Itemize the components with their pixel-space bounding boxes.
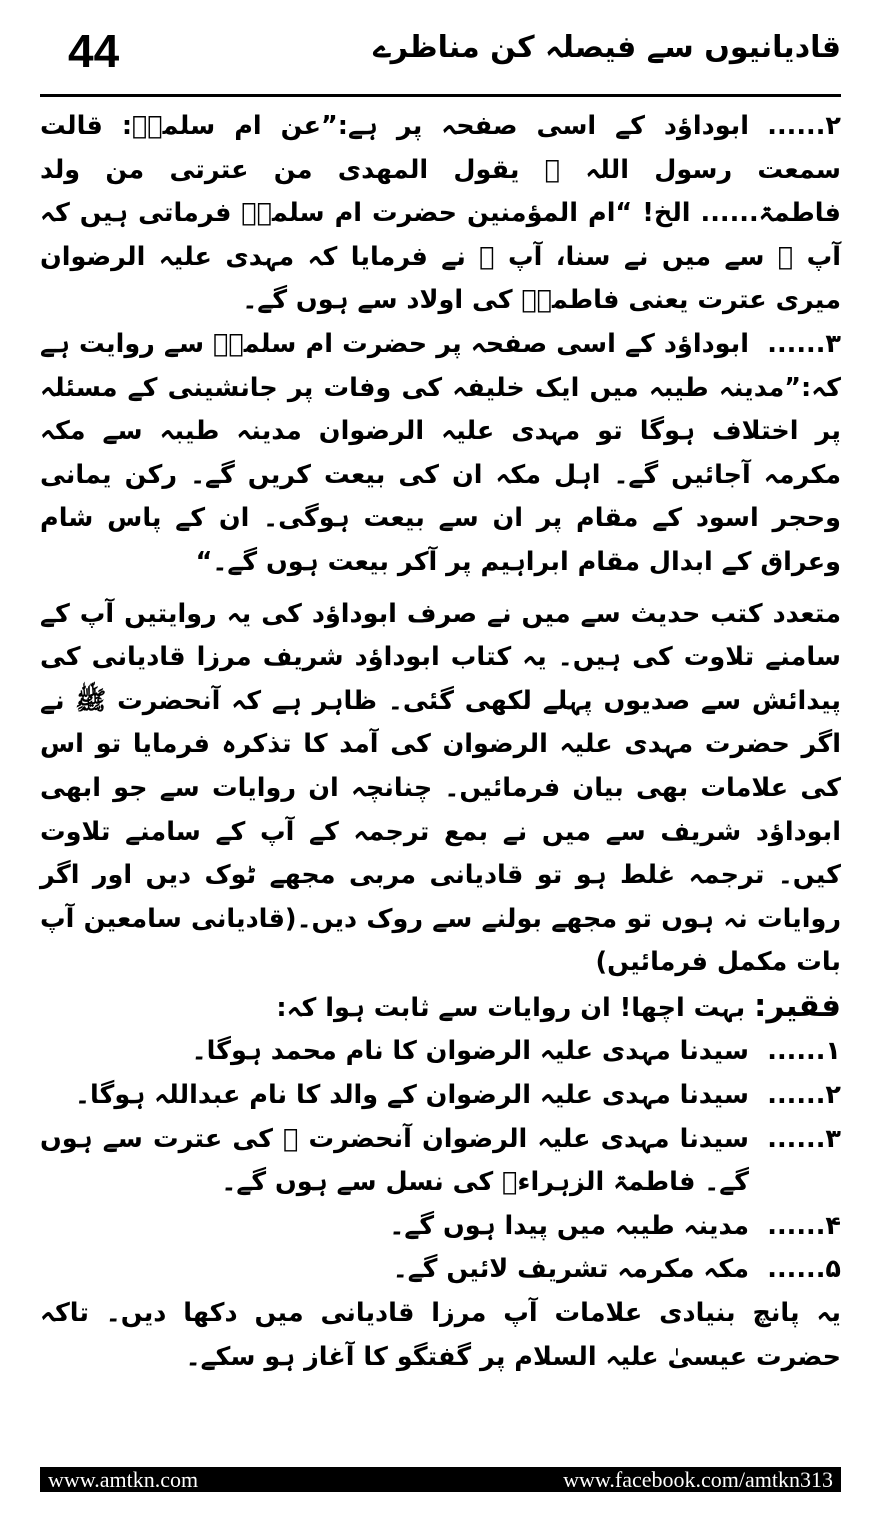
item-text: سیدنا مہدی علیہ الرضوان کے والد کا نام عبداللہ ہوگا۔ (75, 1080, 749, 1111)
list-item (40, 1118, 841, 1205)
header-rule (40, 94, 841, 97)
item-text: سیدنا مہدی علیہ الرضوان کا نام محمد ہوگا۔ (191, 1036, 749, 1067)
speaker-label: فقیر: (754, 987, 841, 1024)
running-title: قادیانیوں سے فیصلہ کن مناظرے (373, 30, 841, 65)
item-text: سیدنا مہدی علیہ الرضوان آنحضرت ﷺ کی عترت سے ہوں گے۔ فاطمۃ الزہراءؓ کی نسل سے ہوں گے۔ (40, 1123, 749, 1198)
footer-facebook-link[interactable]: www.facebook.com/amtkn313 (563, 1467, 833, 1492)
list-item (40, 1030, 841, 1074)
paragraph-hadith-3 (40, 323, 841, 585)
footer-website-link[interactable]: www.amtkn.com (48, 1467, 199, 1492)
item-number: ۱...... (767, 1036, 841, 1067)
paragraph-closing: یہ پانچ بنیادی علامات آپ مرزا قادیانی میں دکھا دیں۔ تاکہ حضرت عیسیٰ علیہ السلام پر گفتگو کا آغاز ہو سکے۔ (40, 1298, 841, 1372)
page-body (40, 105, 841, 1379)
paragraph-text: ابوداؤد کے اسی صفحہ پر ہے:”عن ام سلمۃؓ: قالت سمعت رسول اللہ ﷺ یقول المھدی من عترتی من ولد فاطمۃ...... الخ! “ام المؤمنین حضرت ام سلمہؓ فرماتی ہیں کہ آپ ﷺ سے میں نے سنا، آپ ﷺ نے فرمایا کہ مہدی علیہ الرضوان میری عترت یعنی فاطمہؓ کی اولاد سے ہوں گے۔ (40, 111, 841, 316)
faqir-line (40, 985, 841, 1031)
item-number: ۵...... (767, 1254, 841, 1285)
item-number: ۳...... (767, 1123, 841, 1154)
paragraph-hadith-2 (40, 105, 841, 323)
item-number: ۲...... (767, 1080, 841, 1111)
list-item (40, 1074, 841, 1118)
paragraph-text: ابوداؤد کے اسی صفحہ پر حضرت ام سلمہؓ سے روایت ہے کہ:”مدینہ طیبہ میں ایک خلیفہ کی وفات پر جانشینی کے مسئلہ پر اختلاف ہوگا تو مہدی علیہ الرضوان مدینہ طیبہ سے مکہ مکرمہ آجائیں گے۔ اہل مکہ ان کی بیعت کریں گے۔ رکن یمانی وحجر اسود کے مقام پر ان سے بیعت ہوگی۔ ان کے پاس شام وعراق کے ابدال مقام ابراہیم پر آکر بیعت ہوں گے۔“ (40, 328, 841, 577)
paragraph-discussion: متعدد کتب حدیث سے میں نے صرف ابوداؤد کی یہ روایتیں آپ کے سامنے تلاوت کی ہیں۔ یہ کتاب ابوداؤد شریف مرزا قادیانی کی پیدائش سے صدیوں پہلے لکھی گئی۔ ظاہر ہے کہ آنحضرت ﷺ نے اگر حضرت مہدی علیہ الرضوان کی آمد کا تذکرہ فرمایا تو اس کی علامات بھی بیان فرمائیں۔ چنانچہ ان روایات سے جو ابھی ابوداؤد شریف سے میں نے بمع ترجمہ کے آپ کے سامنے تلاوت کیں۔ ترجمہ غلط ہو تو قادیانی مربی مجھے ٹوک دیں اور اگر روایات نہ ہوں تو مجھے بولنے سے روک دیں۔(قادیانی سامعین آپ بات مکمل فرمائیں) (40, 598, 841, 978)
item-number: ۲...... (767, 111, 841, 141)
speaker-text: بہت اچھا! ان روایات سے ثابت ہوا کہ: (276, 992, 746, 1023)
item-text: مکہ مکرمہ تشریف لائیں گے۔ (392, 1254, 749, 1285)
item-number: ۳...... (767, 328, 841, 359)
item-number: ۴...... (767, 1210, 841, 1241)
list-item (40, 1248, 841, 1292)
list-item (40, 1205, 841, 1249)
page-footer (40, 1467, 841, 1492)
item-text: مدینہ طیبہ میں پیدا ہوں گے۔ (389, 1210, 749, 1241)
page-header (40, 14, 841, 94)
page-number: 44 (68, 25, 120, 77)
